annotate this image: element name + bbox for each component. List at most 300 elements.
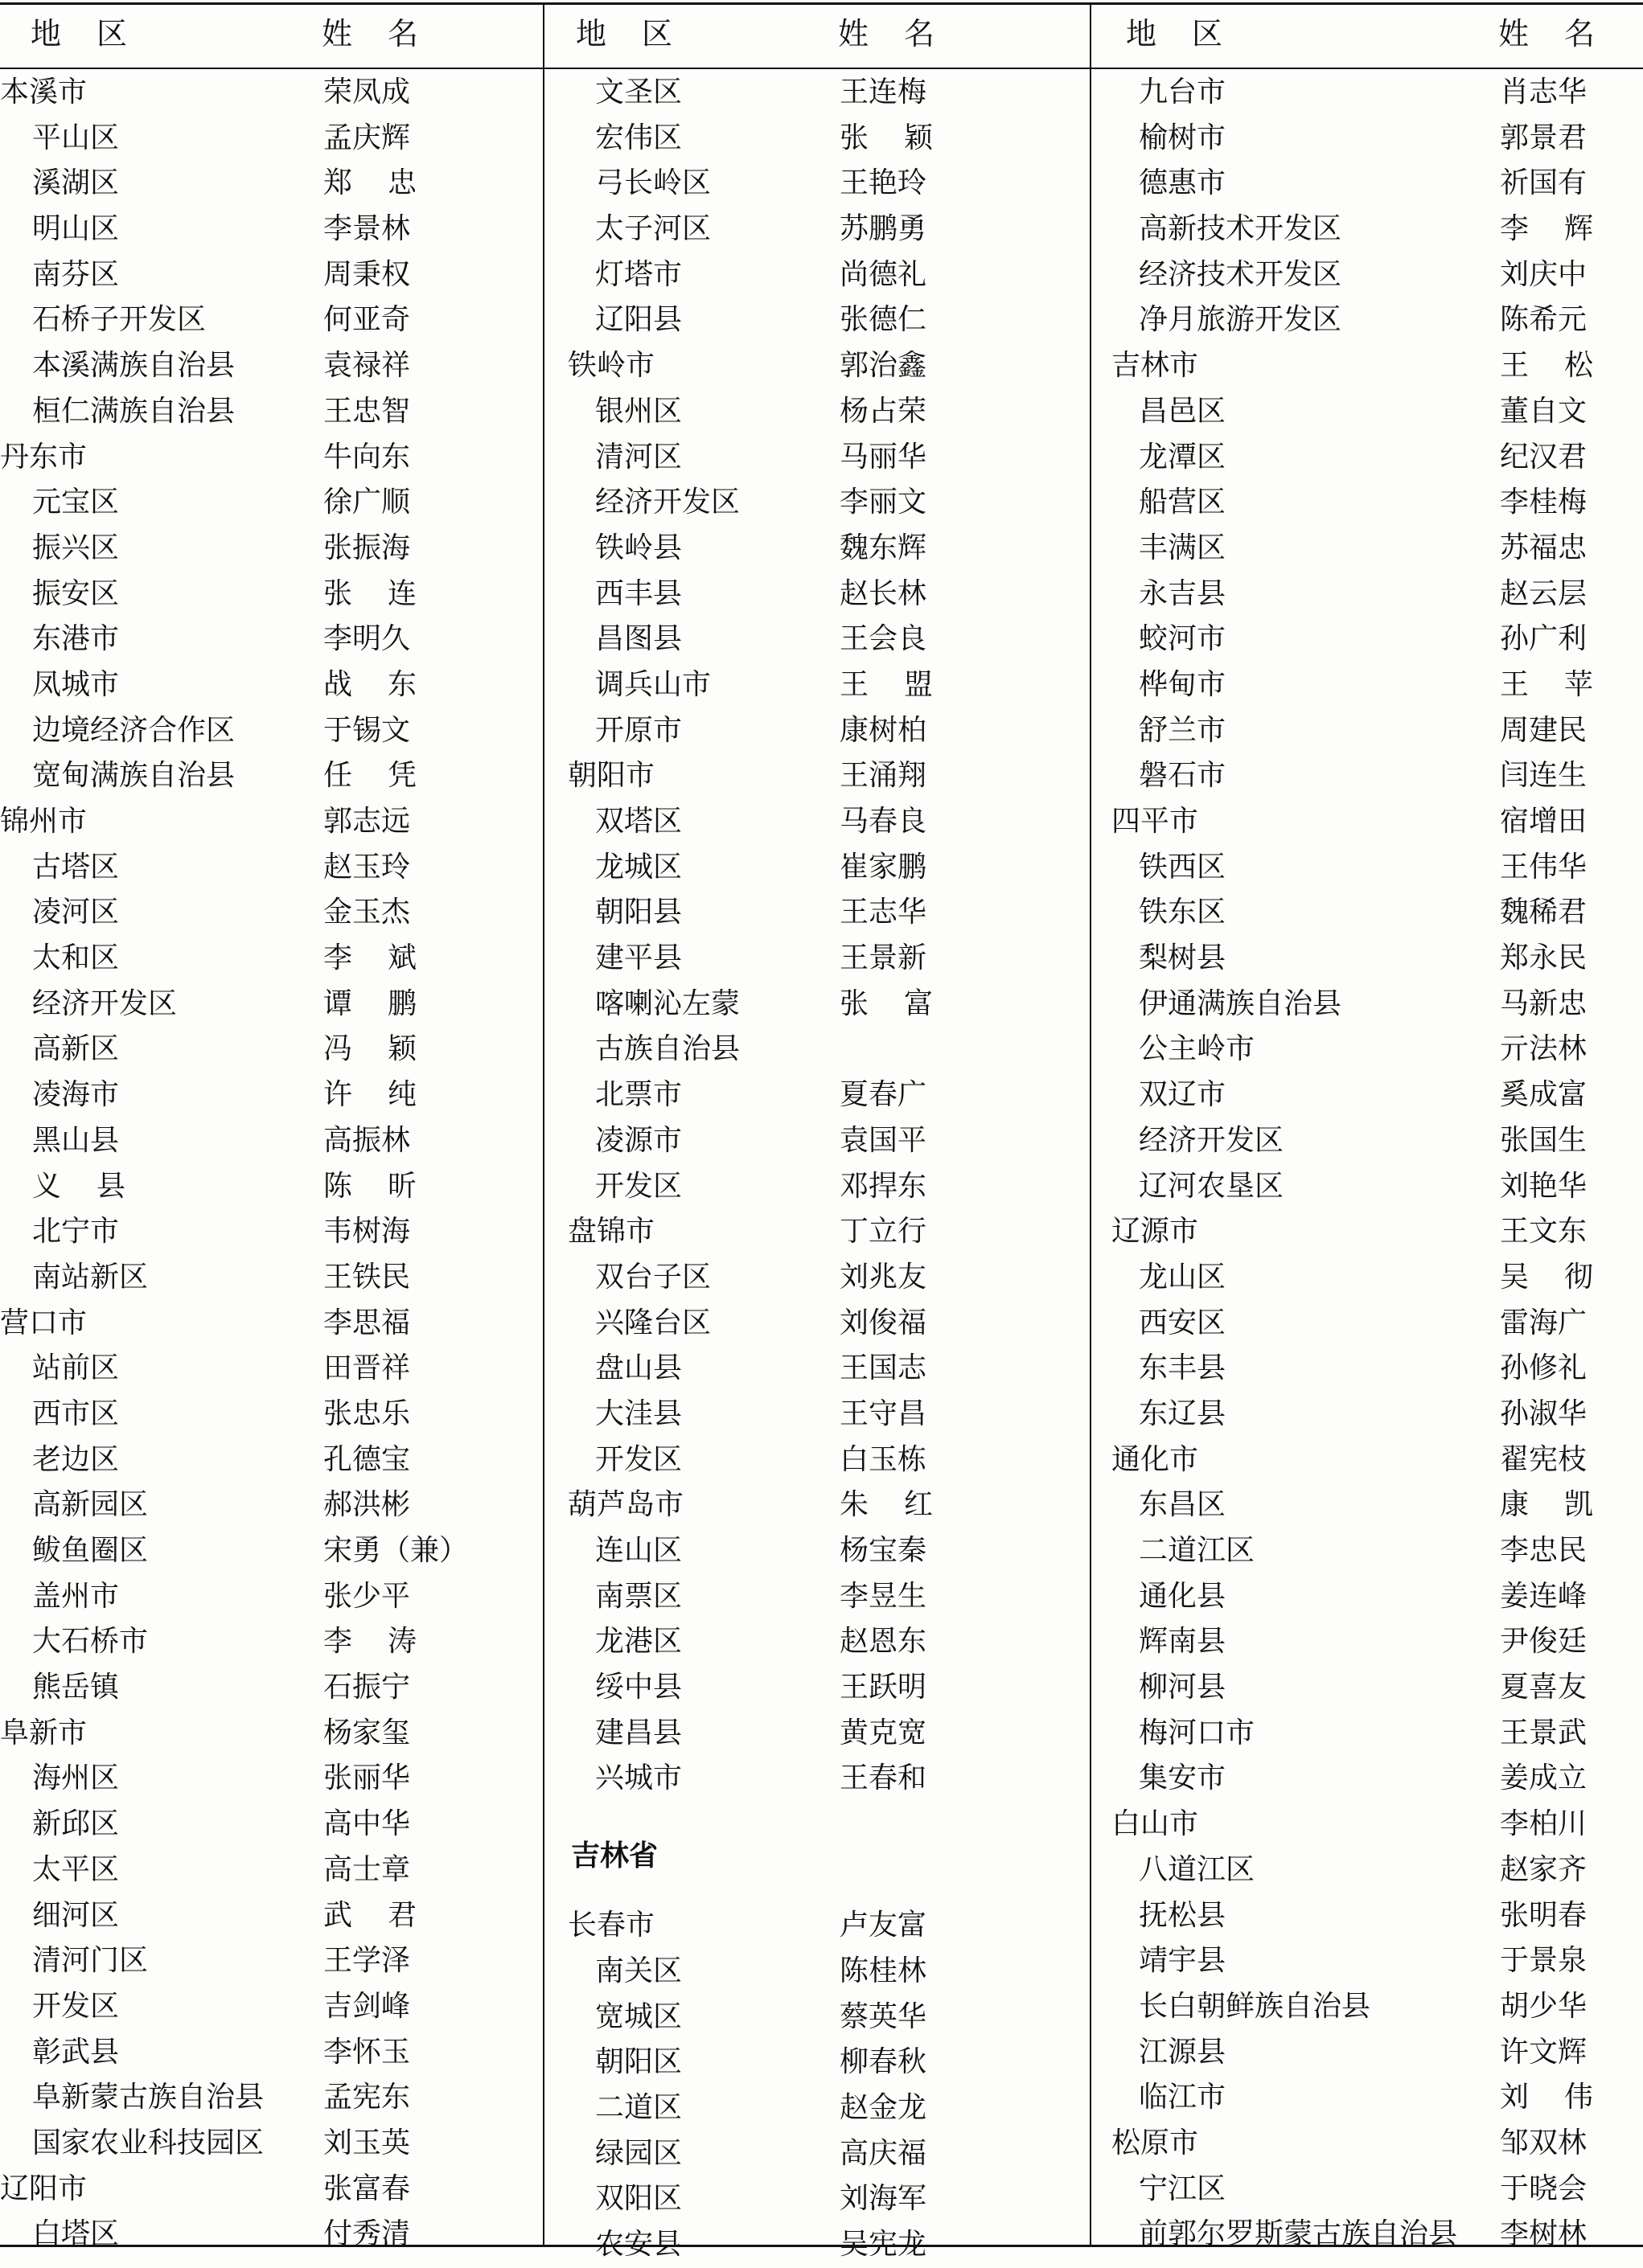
table-row (1092, 1209, 1643, 1255)
table-row (1092, 1802, 1643, 1848)
name-cell: 陈昕 (323, 1169, 453, 1203)
table-row (1092, 936, 1643, 982)
table-row (0, 617, 543, 662)
name-cell: 祈国有 (1500, 166, 1588, 200)
region-cell: 西丰县 (595, 576, 683, 610)
name-cell: 赵云层 (1500, 576, 1588, 610)
table-row (0, 753, 543, 799)
name-cell: 赵金龙 (840, 2090, 927, 2124)
table-row (0, 662, 543, 708)
table-row (545, 1528, 1090, 1574)
region-cell: 西安区 (1139, 1306, 1226, 1339)
region-cell: 盖州市 (32, 1579, 120, 1613)
name-cell: 吴宪龙 (840, 2227, 927, 2261)
name-cell: 姜连峰 (1500, 1579, 1588, 1613)
region-cell: 海州区 (32, 1761, 120, 1795)
region-cell: 龙城区 (595, 850, 683, 884)
table-row (0, 70, 543, 116)
name-cell: 韦树海 (323, 1215, 411, 1249)
table-row (1092, 1848, 1643, 1893)
name-cell: 李涛 (323, 1625, 453, 1659)
region-cell: 喀喇沁左蒙 (595, 986, 741, 1020)
region-cell: 龙山区 (1139, 1260, 1226, 1294)
name-cell: 赵长林 (840, 576, 927, 610)
region-cell: 高新技术开发区 (1139, 212, 1342, 246)
table-row (0, 2075, 543, 2121)
region-cell: 丰满区 (1139, 531, 1226, 564)
table-row (545, 572, 1090, 617)
name-cell: 袁禄祥 (323, 349, 411, 383)
header-region: 地区 (576, 16, 709, 51)
region-cell: 连山区 (595, 1534, 683, 1567)
region-cell: 宏伟区 (595, 121, 683, 154)
table-row (1092, 207, 1643, 252)
table-row (0, 982, 543, 1027)
table-row (0, 1072, 543, 1118)
table-row (1092, 1574, 1643, 1620)
name-cell: 高士章 (323, 1852, 411, 1886)
table-row (1092, 435, 1643, 481)
name-cell: 张明春 (1500, 1898, 1588, 1932)
table-row (0, 1346, 543, 1392)
name-cell: 任凭 (323, 759, 453, 793)
table-row (0, 1848, 543, 1893)
table-row (545, 1711, 1090, 1757)
region-cell: 抚松县 (1139, 1898, 1226, 1932)
name-cell: 李忠民 (1500, 1534, 1588, 1567)
region-cell: 北宁市 (32, 1215, 120, 1249)
name-cell: 王涌翔 (840, 759, 927, 793)
name-cell: 柳春秋 (840, 2045, 927, 2079)
region-cell: 白山市 (1111, 1807, 1199, 1841)
column-panel-1 (0, 0, 543, 2251)
name-cell: 石振宁 (323, 1671, 411, 1704)
table-row (1092, 1301, 1643, 1347)
name-cell: 魏东辉 (840, 531, 927, 564)
region-cell: 桦甸市 (1139, 667, 1226, 701)
region-cell: 公主岭市 (1139, 1032, 1255, 1066)
region-cell: 伊通满族自治县 (1139, 986, 1342, 1020)
name-cell: 姜成立 (1500, 1761, 1588, 1795)
region-cell: 东丰县 (1139, 1351, 1226, 1385)
table-row (1092, 1665, 1643, 1711)
region-cell: 盘锦市 (568, 1215, 655, 1249)
table-row (0, 1027, 543, 1072)
name-cell: 雷海广 (1500, 1306, 1588, 1339)
name-cell: 刘海军 (840, 2182, 927, 2216)
region-cell: 九台市 (1139, 76, 1226, 109)
name-cell: 胡少华 (1500, 1989, 1588, 2023)
region-cell: 东昌区 (1139, 1488, 1226, 1522)
table-row (0, 2212, 543, 2258)
name-cell: 陈桂林 (840, 1954, 927, 1987)
header-name: 姓名 (838, 16, 971, 51)
table-row (0, 389, 543, 435)
region-cell: 朝阳县 (595, 896, 683, 929)
region-cell: 边境经济合作区 (32, 713, 236, 747)
name-cell: 郭治鑫 (840, 349, 927, 383)
name-cell: 郑永民 (1500, 941, 1588, 975)
name-cell: 张富 (840, 986, 969, 1020)
table-row (1092, 2167, 1643, 2213)
column-panel-3 (1092, 0, 1643, 2251)
name-cell: 王国志 (840, 1351, 927, 1385)
column-divider (543, 2, 544, 2245)
table-row (545, 1209, 1090, 1255)
region-cell: 舒兰市 (1139, 713, 1226, 747)
table-row (545, 70, 1090, 116)
name-cell: 陈希元 (1500, 303, 1588, 337)
table-row (0, 1392, 543, 1437)
table-row (545, 1027, 1090, 1072)
table-row (545, 1574, 1090, 1620)
table-row (1092, 982, 1643, 1027)
region-cell: 辽河农垦区 (1139, 1169, 1284, 1203)
region-cell: 银州区 (595, 394, 683, 428)
region-cell: 铁西区 (1139, 850, 1226, 884)
region-cell: 丹东市 (0, 440, 88, 474)
table-row (0, 480, 543, 526)
region-cell: 灯塔市 (595, 257, 683, 291)
table-row (545, 1802, 1090, 1824)
name-cell: 李树林 (1500, 2217, 1588, 2251)
name-cell: 田晋祥 (323, 1351, 411, 1385)
name-cell: 李明久 (323, 622, 411, 656)
name-cell: 孟宪东 (323, 2081, 411, 2114)
region-cell: 建昌县 (595, 1716, 683, 1749)
name-cell: 苏鹏勇 (840, 212, 927, 246)
name-cell: 付秀清 (323, 2217, 411, 2251)
table-row (545, 116, 1090, 162)
name-cell: 李斌 (323, 941, 453, 975)
table-row (1092, 1072, 1643, 1118)
region-cell: 兴隆台区 (595, 1306, 712, 1339)
rows-col-2 (545, 70, 1090, 2268)
table-row (1092, 1528, 1643, 1574)
table-row (1092, 2121, 1643, 2167)
region-cell: 石桥子开发区 (32, 303, 207, 337)
table-row (545, 1619, 1090, 1665)
table-row (545, 2131, 1090, 2177)
region-cell: 国家农业科技园区 (32, 2126, 265, 2159)
region-cell: 凌海市 (32, 1078, 120, 1112)
name-cell: 袁国平 (840, 1123, 927, 1157)
name-cell: 刘伟 (1500, 2081, 1629, 2114)
table-row (545, 2040, 1090, 2085)
name-cell: 张德仁 (840, 303, 927, 337)
name-cell: 张忠乐 (323, 1396, 411, 1430)
table-row (0, 207, 543, 252)
name-cell: 赵恩东 (840, 1625, 927, 1659)
table-row (1092, 1984, 1643, 2030)
region-cell: 高新区 (32, 1032, 120, 1066)
table-row (0, 435, 543, 481)
name-cell: 高中华 (323, 1807, 411, 1841)
table-row (545, 1756, 1090, 1802)
name-cell: 马丽华 (840, 440, 927, 474)
region-cell: 柳河县 (1139, 1671, 1226, 1704)
name-cell: 战东 (323, 667, 453, 701)
table-row (1092, 480, 1643, 526)
region-cell: 鲅鱼圈区 (32, 1534, 149, 1567)
name-cell: 王松 (1500, 349, 1629, 383)
name-cell: 张国生 (1500, 1123, 1588, 1157)
region-cell: 集安市 (1139, 1761, 1226, 1795)
table-row (1092, 753, 1643, 799)
name-cell: 王景新 (840, 941, 927, 975)
region-cell: 新邱区 (32, 1807, 120, 1841)
region-cell: 二道区 (595, 2090, 683, 2124)
region-cell: 调兵山市 (595, 667, 712, 701)
region-cell: 昌图县 (595, 622, 683, 656)
region-cell: 铁东区 (1139, 896, 1226, 929)
table-row (0, 1301, 543, 1347)
name-cell: 高庆福 (840, 2136, 927, 2170)
table-row (0, 845, 543, 891)
name-cell: 武君 (323, 1898, 453, 1932)
header-name: 姓名 (1498, 16, 1631, 51)
region-cell: 白塔区 (32, 2217, 120, 2251)
region-cell: 靖宇县 (1139, 1944, 1226, 1978)
name-cell: 周建民 (1500, 713, 1588, 747)
table-row (0, 297, 543, 343)
region-cell: 临江市 (1139, 2081, 1226, 2114)
region-cell: 榆树市 (1139, 121, 1226, 154)
name-cell: 宋勇（兼） (323, 1534, 469, 1567)
table-row (1092, 526, 1643, 572)
region-cell: 龙潭区 (1139, 440, 1226, 474)
region-cell: 老边区 (32, 1442, 120, 1476)
table-row (1092, 1711, 1643, 1757)
table-row (545, 526, 1090, 572)
name-cell: 朱红 (840, 1488, 969, 1522)
region-cell: 平山区 (32, 121, 120, 154)
table-row (545, 890, 1090, 936)
table-row (545, 753, 1090, 799)
table-row (0, 2121, 543, 2167)
table-row (545, 2176, 1090, 2222)
name-cell: 孙修礼 (1500, 1351, 1588, 1385)
name-cell: 苏福忠 (1500, 531, 1588, 564)
name-cell: 康树柏 (840, 713, 927, 747)
region-cell: 江源县 (1139, 2035, 1226, 2069)
header-name: 姓名 (322, 16, 454, 51)
region-cell: 北票市 (595, 1078, 683, 1112)
column-divider (1090, 2, 1091, 2245)
region-cell: 经济开发区 (1139, 1123, 1284, 1157)
region-cell: 锦州市 (0, 805, 88, 838)
name-cell: 康凯 (1500, 1488, 1629, 1522)
name-cell: 李柏川 (1500, 1807, 1588, 1841)
name-cell: 王艳玲 (840, 166, 927, 200)
column-panel-2 (545, 0, 1090, 2261)
region-cell: 辽源市 (1111, 1215, 1199, 1249)
name-cell: 王学泽 (323, 1944, 411, 1978)
name-cell: 闫连生 (1500, 759, 1588, 793)
table-row (0, 1164, 543, 1210)
region-cell: 彰武县 (32, 2035, 120, 2069)
name-cell: 王景武 (1500, 1716, 1588, 1749)
region-cell: 朝阳区 (595, 2045, 683, 2079)
region-cell: 细河区 (32, 1898, 120, 1932)
table-row (545, 1995, 1090, 2040)
name-cell: 李怀玉 (323, 2035, 411, 2069)
table-row (0, 1255, 543, 1301)
table-row (1092, 2030, 1643, 2076)
region-cell: 铁岭县 (595, 531, 683, 564)
name-cell: 荣凤成 (323, 76, 411, 109)
table-row (545, 1118, 1090, 1164)
table-row (0, 1893, 543, 1939)
name-cell: 肖志华 (1500, 76, 1588, 109)
region-cell: 开发区 (595, 1169, 683, 1203)
region-cell: 德惠市 (1139, 166, 1226, 200)
table-row (545, 1255, 1090, 1301)
table-row (545, 1437, 1090, 1483)
name-cell: 杨家玺 (323, 1716, 411, 1749)
region-cell: 弓长岭区 (595, 166, 712, 200)
region-cell: 兴城市 (595, 1761, 683, 1795)
region-cell: 南站新区 (32, 1260, 149, 1294)
name-cell: 于锡文 (323, 713, 411, 747)
table-row (545, 1880, 1090, 1903)
name-cell: 赵家齐 (1500, 1852, 1588, 1886)
name-cell: 董自文 (1500, 394, 1588, 428)
table-row (0, 936, 543, 982)
region-cell: 开发区 (595, 1442, 683, 1476)
table-row (545, 1483, 1090, 1528)
region-cell: 阜新蒙古族自治县 (32, 2081, 265, 2114)
table-row (545, 343, 1090, 389)
region-cell: 振兴区 (32, 531, 120, 564)
name-cell: 张颖 (840, 121, 969, 154)
table-row (0, 1118, 543, 1164)
table-row (0, 708, 543, 754)
name-cell: 王守昌 (840, 1396, 927, 1430)
table-row (0, 1619, 543, 1665)
table-row (0, 2030, 543, 2076)
table-row (0, 161, 543, 207)
region-cell: 长春市 (568, 1909, 655, 1942)
region-cell: 东港市 (32, 622, 120, 656)
table-row (1092, 70, 1643, 116)
name-cell: 张振海 (323, 531, 411, 564)
table-row (545, 297, 1090, 343)
region-cell: 八道江区 (1139, 1852, 1255, 1886)
region-cell: 梨树县 (1139, 941, 1226, 975)
name-cell: 李辉 (1500, 212, 1629, 246)
table-row (0, 1802, 543, 1848)
name-cell: 丁立行 (840, 1215, 927, 1249)
name-cell: 王志华 (840, 896, 927, 929)
name-cell: 刘俊福 (840, 1306, 927, 1339)
table-row (1092, 116, 1643, 162)
name-cell: 孙淑华 (1500, 1396, 1588, 1430)
name-cell: 谭鹏 (323, 986, 453, 1020)
name-cell: 张少平 (323, 1579, 411, 1613)
table-row (545, 617, 1090, 662)
table-row (1092, 1255, 1643, 1301)
region-cell: 通化市 (1111, 1442, 1199, 1476)
name-cell: 牛向东 (323, 440, 411, 474)
header-region: 地区 (1126, 16, 1259, 51)
name-cell: 李昱生 (840, 1579, 927, 1613)
name-cell: 孙广利 (1500, 622, 1588, 656)
region-cell: 净月旅游开发区 (1139, 303, 1342, 337)
name-cell: 李思福 (323, 1306, 411, 1339)
region-cell: 永吉县 (1139, 576, 1226, 610)
table-row (545, 1164, 1090, 1210)
region-cell: 阜新市 (0, 1716, 88, 1749)
region-cell: 站前区 (32, 1351, 120, 1385)
name-cell: 白玉栋 (840, 1442, 927, 1476)
name-cell: 郑忠 (323, 166, 453, 200)
region-cell: 辽阳市 (0, 2172, 88, 2205)
name-cell: 邓捍东 (840, 1169, 927, 1203)
region-cell: 古族自治县 (595, 1032, 741, 1066)
name-cell: 王连梅 (840, 76, 927, 109)
table-row (1092, 1893, 1643, 1939)
name-cell: 王春和 (840, 1761, 927, 1795)
name-cell: 奚成富 (1500, 1078, 1588, 1112)
region-cell: 通化县 (1139, 1579, 1226, 1613)
region-cell: 义县 (32, 1169, 162, 1203)
name-cell: 马新忠 (1500, 986, 1588, 1020)
region-cell: 清河门区 (32, 1944, 149, 1978)
region-cell: 昌邑区 (1139, 394, 1226, 428)
region-cell: 经济开发区 (32, 986, 178, 1020)
region-cell: 桓仁满族自治县 (32, 394, 236, 428)
region-cell: 长白朝鲜族自治县 (1139, 1989, 1371, 2023)
name-cell: 尹俊廷 (1500, 1625, 1588, 1659)
table-row (0, 526, 543, 572)
table-row (1092, 1483, 1643, 1528)
table-row (545, 1665, 1090, 1711)
region-cell: 高新园区 (32, 1488, 149, 1522)
name-cell: 李丽文 (840, 486, 927, 519)
table-row (0, 799, 543, 845)
table-row (545, 982, 1090, 1027)
table-row (0, 1528, 543, 1574)
name-cell: 王伟华 (1500, 850, 1588, 884)
name-cell: 吴彻 (1500, 1260, 1629, 1294)
table-row (545, 845, 1090, 891)
region-cell: 元宝区 (32, 486, 120, 519)
region-cell: 营口市 (0, 1306, 88, 1339)
name-cell: 尚德礼 (840, 257, 927, 291)
table-row (1092, 343, 1643, 389)
region-cell: 双辽市 (1139, 1078, 1226, 1112)
table-row (0, 1938, 543, 1984)
table-row (545, 1346, 1090, 1392)
name-cell: 徐广顺 (323, 486, 411, 519)
name-cell: 魏稀君 (1500, 896, 1588, 929)
table-row (0, 1756, 543, 1802)
region-cell: 开发区 (32, 1989, 120, 2023)
table-row (1092, 617, 1643, 662)
region-cell: 太子河区 (595, 212, 712, 246)
region-cell: 双台子区 (595, 1260, 712, 1294)
table-row (1092, 1437, 1643, 1483)
region-cell: 吉林市 (1111, 349, 1199, 383)
name-cell: 刘艳华 (1500, 1169, 1588, 1203)
region-cell: 双塔区 (595, 805, 683, 838)
region-cell: 东辽县 (1139, 1396, 1226, 1430)
name-cell: 卢友富 (840, 1909, 927, 1942)
table-row (1092, 389, 1643, 435)
region-cell: 宁江区 (1139, 2172, 1226, 2205)
name-cell: 马春良 (840, 805, 927, 838)
